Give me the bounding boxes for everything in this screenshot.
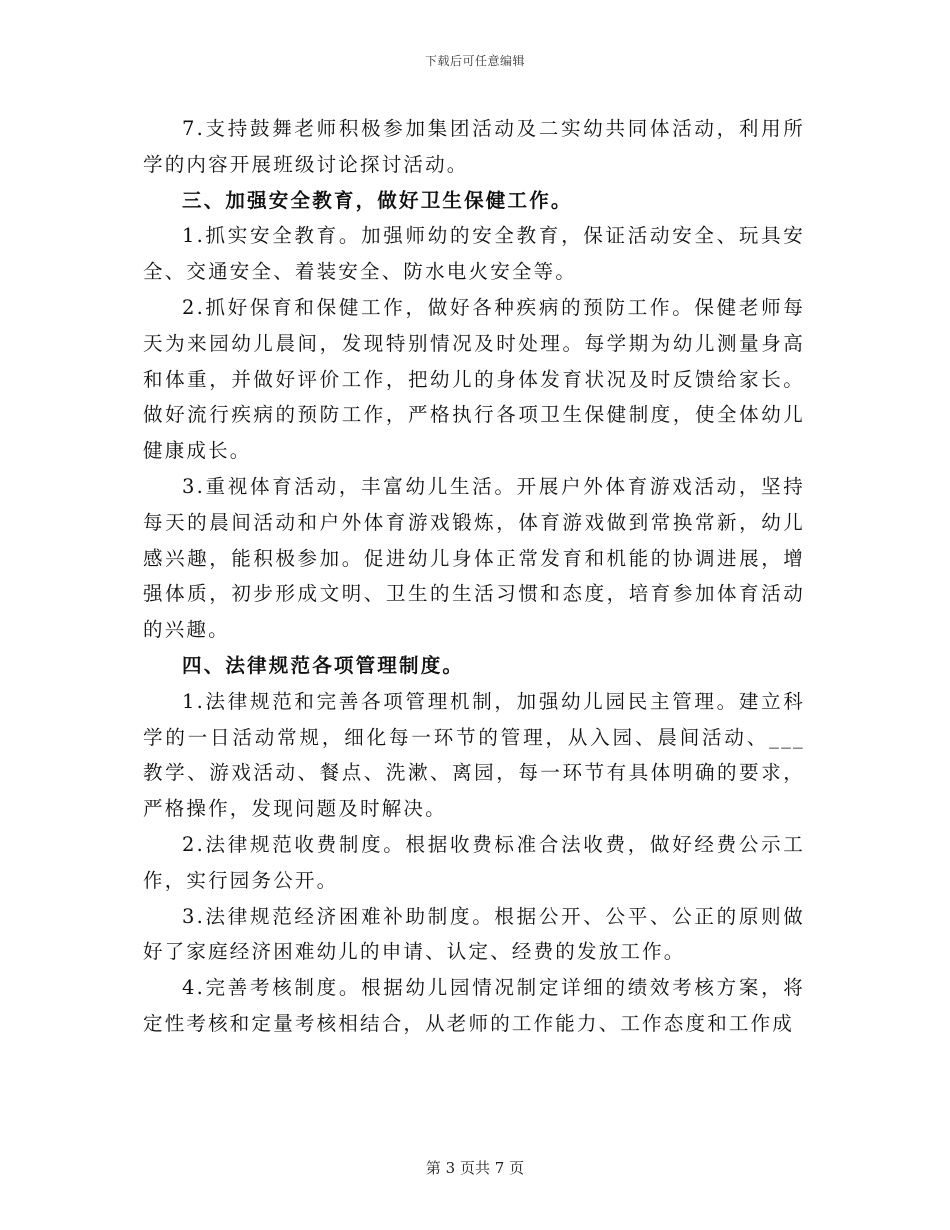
paragraph-health-care: 2.抓好保育和保健工作，做好各种疾病的预防工作。保健老师每天为来园幼儿晨间，发现特别情况及时处理。每学期为幼儿测量身高和体重，并做好评价工作，把幼儿的身体发育状况及时反馈给家长。做好流行疾病的预防工作，严格执行各项卫生保健制度，使全体幼儿健康成长。 [143, 295, 805, 463]
paragraph-subsidy-system: 3.法律规范经济困难补助制度。根据公开、公平、公正的原则做好了家庭经济困难幼儿的申请、认定、经费的发放工作。 [143, 904, 805, 964]
paragraph-physical-activity: 3.重视体育活动，丰富幼儿生活。开展户外体育游戏活动，坚持每天的晨间活动和户外体育游戏锻炼，体育游戏做到常换常新，幼儿感兴趣，能积极参加。促进幼儿身体正常发育和机能的协调进展，增强体质，初步形成文明、卫生的生活习惯和态度，培育参加体育活动的兴趣。 [143, 474, 805, 642]
section-heading-4: 四、法律规范各项管理制度。 [182, 653, 465, 677]
paragraph-assessment-system: 4.完善考核制度。根据幼儿园情况制定详细的绩效考核方案，将定性考核和定量考核相结合，从老师的工作能力、工作态度和工作成 [143, 976, 805, 1035]
document-body [143, 111, 805, 1042]
paragraph-item-7: 7.支持鼓舞老师积极参加集团活动及二实幼共同体活动，利用所学的内容开展班级讨论探讨活动。 [143, 117, 805, 176]
paragraph-safety-education: 1.抓实安全教育。加强师幼的安全教育，保证活动安全、玩具安全、交通安全、着装安全、防水电火安全等。 [143, 224, 805, 284]
section-heading-3: 三、加强安全教育，做好卫生保健工作。 [182, 188, 573, 212]
page-header: 下载后可任意编辑 [424, 54, 525, 68]
page-number: 第 3 页共 7 页 [425, 1159, 525, 1177]
paragraph-management-mechanism: 1.法律规范和完善各项管理机制，加强幼儿园民主管理。建立科学的一日活动常规，细化每一环节的管理，从入园、晨间活动、___教学、游戏活动、餐点、洗漱、离园，每一环节有具体明确的要求，严格操作，发现问题及时解决。 [143, 689, 805, 821]
paragraph-fee-system: 2.法律规范收费制度。根据收费标准合法收费，做好经费公示工作，实行园务公开。 [143, 832, 805, 892]
